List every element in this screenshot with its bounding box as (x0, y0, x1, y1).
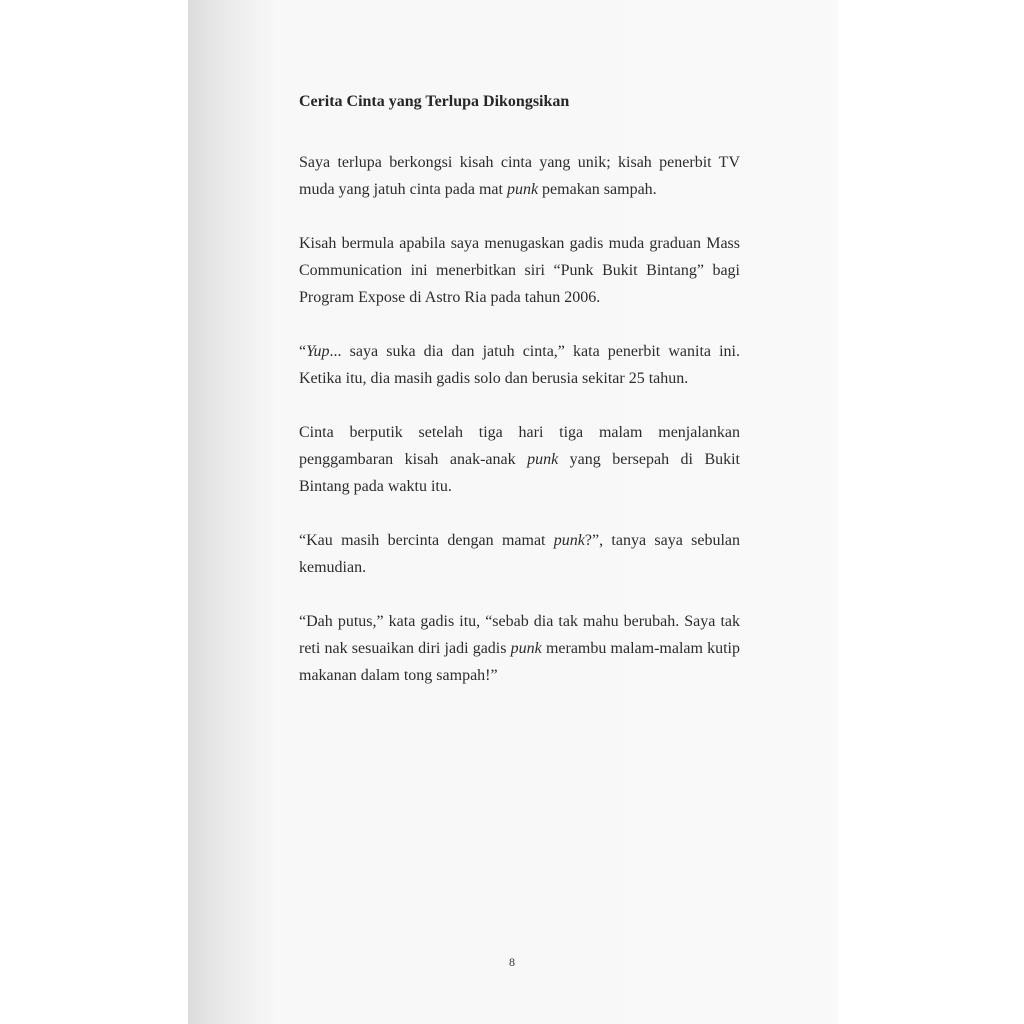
section-heading: Cerita Cinta yang Terlupa Dikongsikan (299, 93, 570, 110)
text-run: Saya terlupa berkongsi kisah cinta yang unik; kisah penerbit TV muda yang jatuh cinta pada mat (299, 154, 740, 198)
italic-text: Yup (306, 343, 330, 360)
italic-text: punk (553, 532, 585, 549)
text-run: “ (299, 343, 307, 360)
paragraph-list (299, 149, 740, 689)
text-run: “Dah putus,” kata gadis itu, “sebab dia tak mahu berubah. Saya tak reti nak sesuaikan diri jadi gadis (299, 613, 740, 657)
text-run: Cinta berputik setelah tiga hari tiga malam menjalankan penggambaran kisah anak-anak (299, 424, 740, 468)
paragraph (299, 149, 740, 203)
paragraph (299, 230, 740, 311)
text-run: merambu malam-malam kutip makanan dalam tong sampah!” (299, 640, 741, 684)
text-run: yang bersepah di Bukit Bintang pada waktu itu. (299, 451, 741, 495)
binding-shadow (188, 0, 278, 1024)
italic-text: punk (506, 181, 539, 198)
text-run: Kisah bermula apabila saya menugaskan gadis muda graduan Mass Communication ini menerbitkan siri “Punk Bukit Bintang” bagi Program Expose di Astro Ria pada tahun 2006. (299, 235, 740, 306)
page-number: 8 (509, 955, 515, 969)
page-body (299, 88, 740, 716)
text-run: ?”, tanya saya sebulan kemudian. (299, 532, 740, 576)
italic-text: punk (510, 640, 542, 657)
paragraph (299, 419, 740, 500)
text-run: “Kau masih bercinta dengan mamat (299, 532, 554, 549)
paragraph (299, 338, 740, 392)
italic-text: punk (527, 451, 559, 468)
paragraph (299, 527, 740, 581)
paragraph (299, 608, 740, 689)
text-run: ... saya suka dia dan jatuh cinta,” kata penerbit wanita ini. Ketika itu, dia masih gadis solo dan berusia sekitar 25 tahun. (299, 343, 740, 387)
text-run: pemakan sampah. (538, 181, 657, 198)
